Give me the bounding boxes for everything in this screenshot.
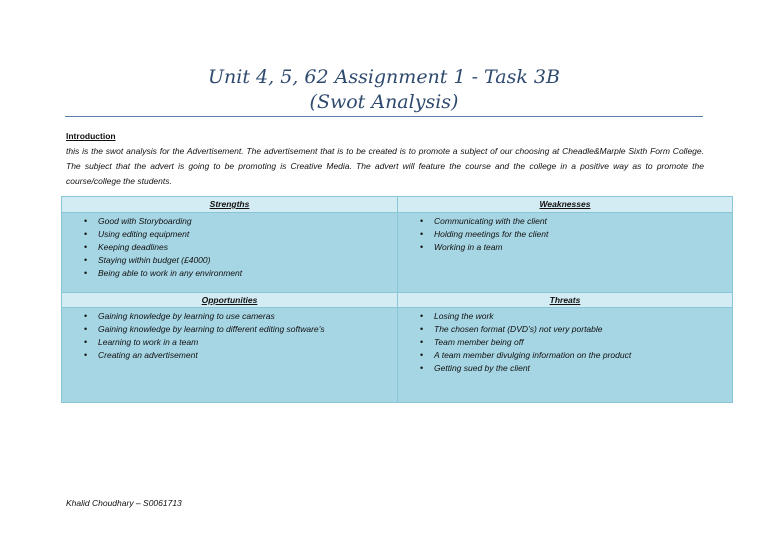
list-item: • Creating an advertisement [62,349,397,362]
opportunities-cell [62,308,398,402]
list-item: • Communicating with the client [398,215,732,228]
weaknesses-cell [398,213,732,292]
weaknesses-list [398,215,732,254]
document-subtitle: (Swot Analysis) [309,91,459,113]
list-item: • The chosen format (DVD’s) not very portable [398,323,732,336]
list-item: • Team member being off [398,336,732,349]
opportunities-list [62,310,397,362]
swot-table [61,196,733,403]
introduction-heading: Introduction [66,131,116,141]
strengths-heading: Strengths [209,199,250,209]
list-item: • Gaining knowledge by learning to use cameras [62,310,397,323]
list-item: • Getting sued by the client [398,362,732,375]
title-divider [65,116,703,117]
list-item: • Holding meetings for the client [398,228,732,241]
list-item: • Losing the work [398,310,732,323]
weaknesses-header [398,197,732,213]
list-item: • Gaining knowledge by learning to different editing software’s [62,323,397,336]
list-item: • Keeping deadlines [62,241,397,254]
list-item: • Learning to work in a team [62,336,397,349]
list-item: • Using editing equipment [62,228,397,241]
introduction-text: this is the swot analysis for the Advertisement. The advertisement that is to be created is to promote a subject of our choosing at Cheadle&Marple Sixth Form College. The subject that the advert is going to be promoting is Creative Media. The advert will feature the course and the college in a positive way as to promote the course/college the students. [66,146,704,186]
opportunities-heading: Opportunities [201,295,258,305]
weaknesses-heading: Weaknesses [539,199,591,209]
list-item: • Good with Storyboarding [62,215,397,228]
strengths-header [62,197,398,213]
threats-heading: Threats [549,295,581,305]
footer-author: Khalid Choudhary – S0061713 [66,498,182,508]
strengths-list [62,215,397,280]
list-item: • A team member divulging information on the product [398,349,732,362]
list-item: • Staying within budget (£4000) [62,254,397,267]
strengths-cell [62,213,398,292]
threats-cell [398,308,732,402]
list-item: • Working in a team [398,241,732,254]
document-title: Unit 4, 5, 62 Assignment 1 - Task 3B [208,66,560,88]
threats-list [398,310,732,375]
opportunities-header [62,292,398,308]
list-item: • Being able to work in any environment [62,267,397,280]
threats-header [398,292,732,308]
